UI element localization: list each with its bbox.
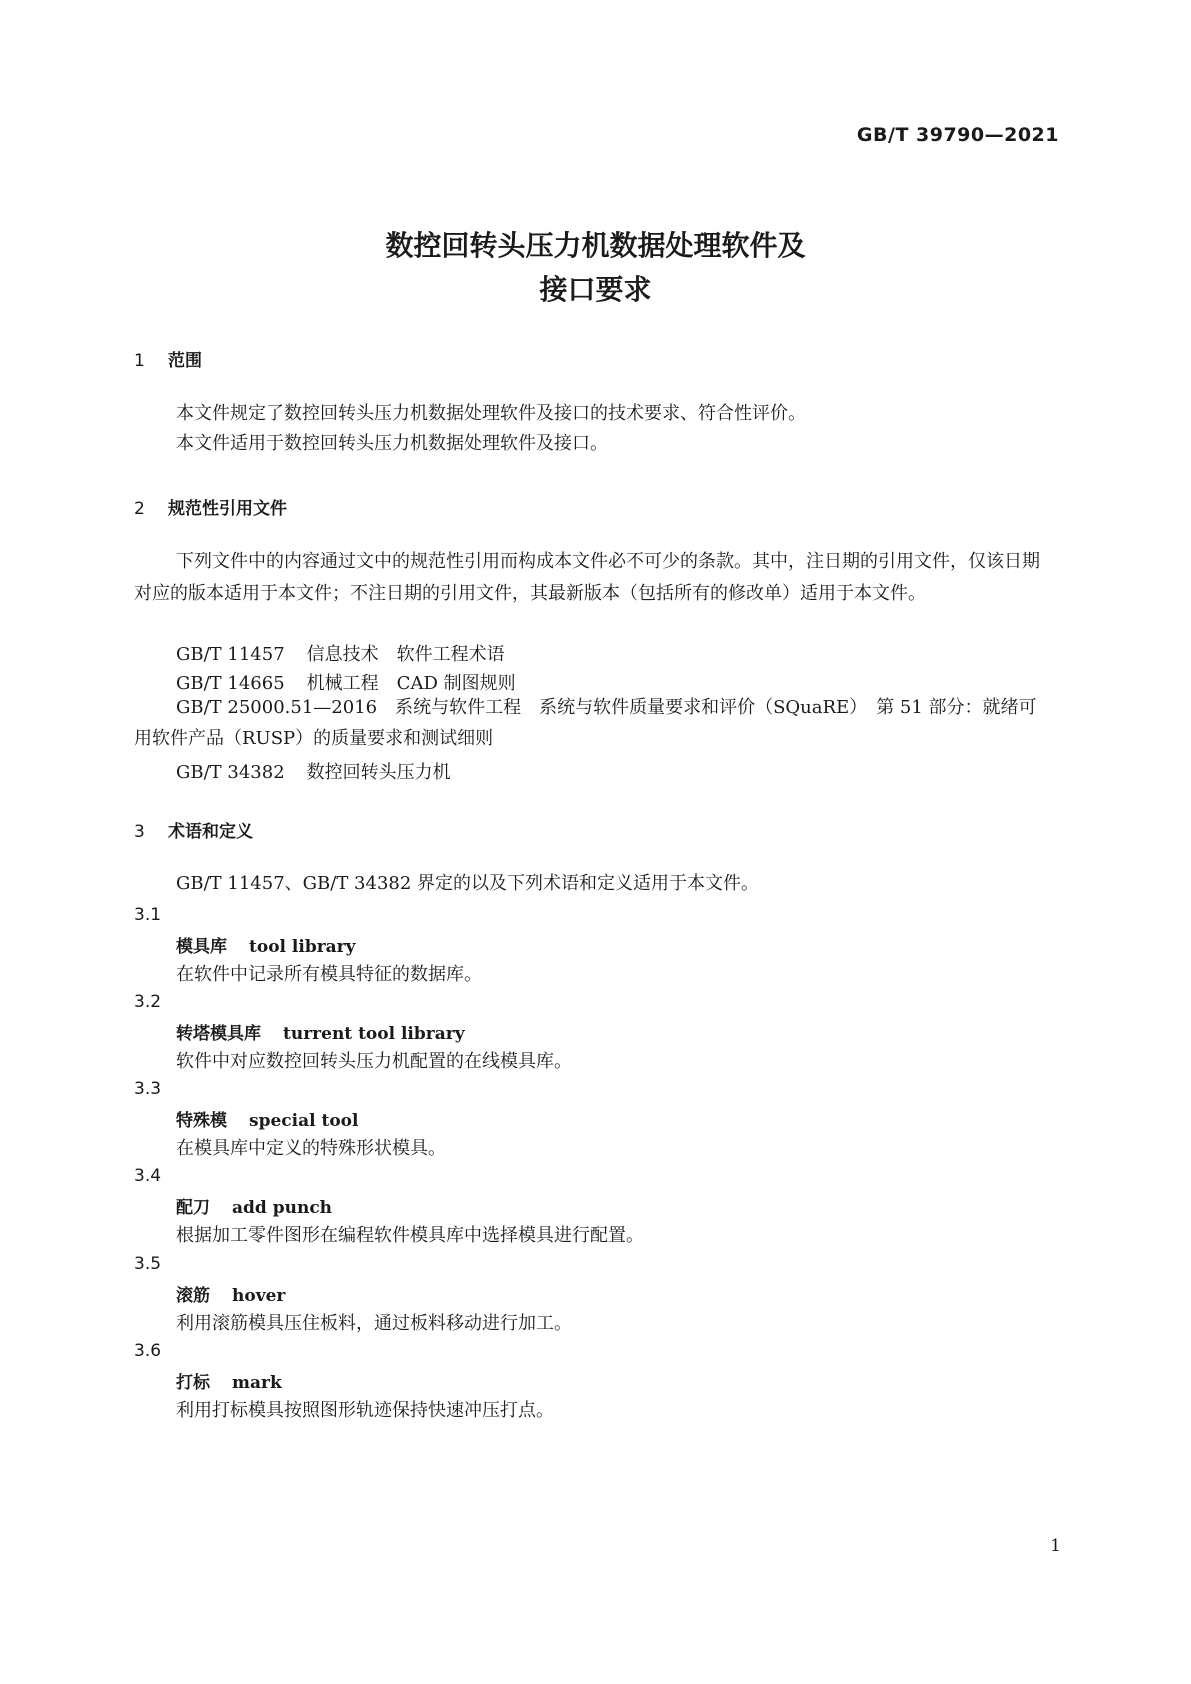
section-1-heading <box>134 346 202 371</box>
reference-item <box>134 692 1052 754</box>
term-en: special tool <box>249 1111 359 1131</box>
term-definition: 利用打标模具按照图形轨迹保持快速冲压打点。 <box>176 1400 554 1421</box>
title-line-1: 数控回转头压力机数据处理软件及 <box>385 229 806 262</box>
term-name <box>176 1281 285 1306</box>
term-definition: 软件中对应数控回转头压力机配置的在线模具库。 <box>176 1051 572 1072</box>
title-line-2: 接口要求 <box>539 273 652 306</box>
term-name <box>176 932 356 957</box>
reference-title: 信息技术 软件工程术语 <box>306 644 505 665</box>
section-number: 3 <box>134 822 145 842</box>
reference-title: 机械工程 CAD 制图规则 <box>306 673 516 694</box>
term-zh: 转塔模具库 <box>176 1024 261 1044</box>
term-zh: 打标 <box>176 1373 210 1393</box>
term-name <box>176 1193 332 1218</box>
page-number: 1 <box>1050 1536 1061 1556</box>
document-title <box>0 224 1191 312</box>
terms-intro: GB/T 11457、GB/T 34382 界定的以及下列术语和定义适用于本文件。 <box>176 873 760 894</box>
term-definition: 在模具库中定义的特殊形状模具。 <box>176 1138 446 1159</box>
term-zh: 特殊模 <box>176 1111 227 1131</box>
term-definition: 根据加工零件图形在编程软件模具库中选择模具进行配置。 <box>176 1225 644 1246</box>
term-en: mark <box>232 1373 282 1393</box>
reference-title: 系统与软件工程 系统与软件质量要求和评价（SQuaRE） 第 51 部分：就绪可用软件产品（RUSP）的质量要求和测试细则 <box>134 697 1037 749</box>
scope-paragraph-1: 本文件规定了数控回转头压力机数据处理软件及接口的技术要求、符合性评价。 <box>176 403 806 424</box>
term-name <box>176 1106 358 1131</box>
standard-number: GB/T 39790—2021 <box>856 124 1059 146</box>
term-name <box>176 1368 282 1393</box>
section-number: 1 <box>134 351 145 371</box>
term-number: 3.5 <box>134 1254 162 1274</box>
normative-references-intro: 下列文件中的内容通过文中的规范性引用而构成本文件必不可少的条款。其中，注日期的引用文件，仅该日期对应的版本适用于本文件；不注日期的引用文件，其最新版本（包括所有的修改单）适用于本文件。 <box>134 551 1040 604</box>
term-definition: 在软件中记录所有模具特征的数据库。 <box>176 964 482 985</box>
reference-item <box>176 640 505 666</box>
section-title: 规范性引用文件 <box>168 499 287 519</box>
reference-code: GB/T 25000.51—2016 <box>176 697 378 718</box>
term-number: 3.6 <box>134 1341 162 1361</box>
term-zh: 模具库 <box>176 937 227 957</box>
section-3-heading <box>134 817 253 842</box>
section-number: 2 <box>134 499 145 519</box>
reference-item <box>176 758 451 784</box>
term-definition: 利用滚筋模具压住板料，通过板料移动进行加工。 <box>176 1313 572 1334</box>
term-name <box>176 1019 465 1044</box>
section-title: 术语和定义 <box>168 822 253 842</box>
term-zh: 滚筋 <box>176 1286 210 1306</box>
reference-title: 数控回转头压力机 <box>306 762 451 783</box>
reference-code: GB/T 34382 <box>176 762 285 783</box>
section-2-heading <box>134 494 287 519</box>
reference-code: GB/T 11457 <box>176 644 285 665</box>
term-number: 3.3 <box>134 1079 162 1099</box>
term-en: turrent tool library <box>283 1024 465 1044</box>
scope-paragraph-2: 本文件适用于数控回转头压力机数据处理软件及接口。 <box>176 433 608 454</box>
section-title: 范围 <box>168 351 202 371</box>
term-number: 3.4 <box>134 1166 162 1186</box>
term-number: 3.2 <box>134 992 162 1012</box>
term-en: hover <box>232 1286 286 1306</box>
term-zh: 配刀 <box>176 1198 210 1218</box>
term-en: add punch <box>232 1198 333 1218</box>
term-number: 3.1 <box>134 905 162 925</box>
reference-code: GB/T 14665 <box>176 673 285 694</box>
term-en: tool library <box>249 937 356 957</box>
